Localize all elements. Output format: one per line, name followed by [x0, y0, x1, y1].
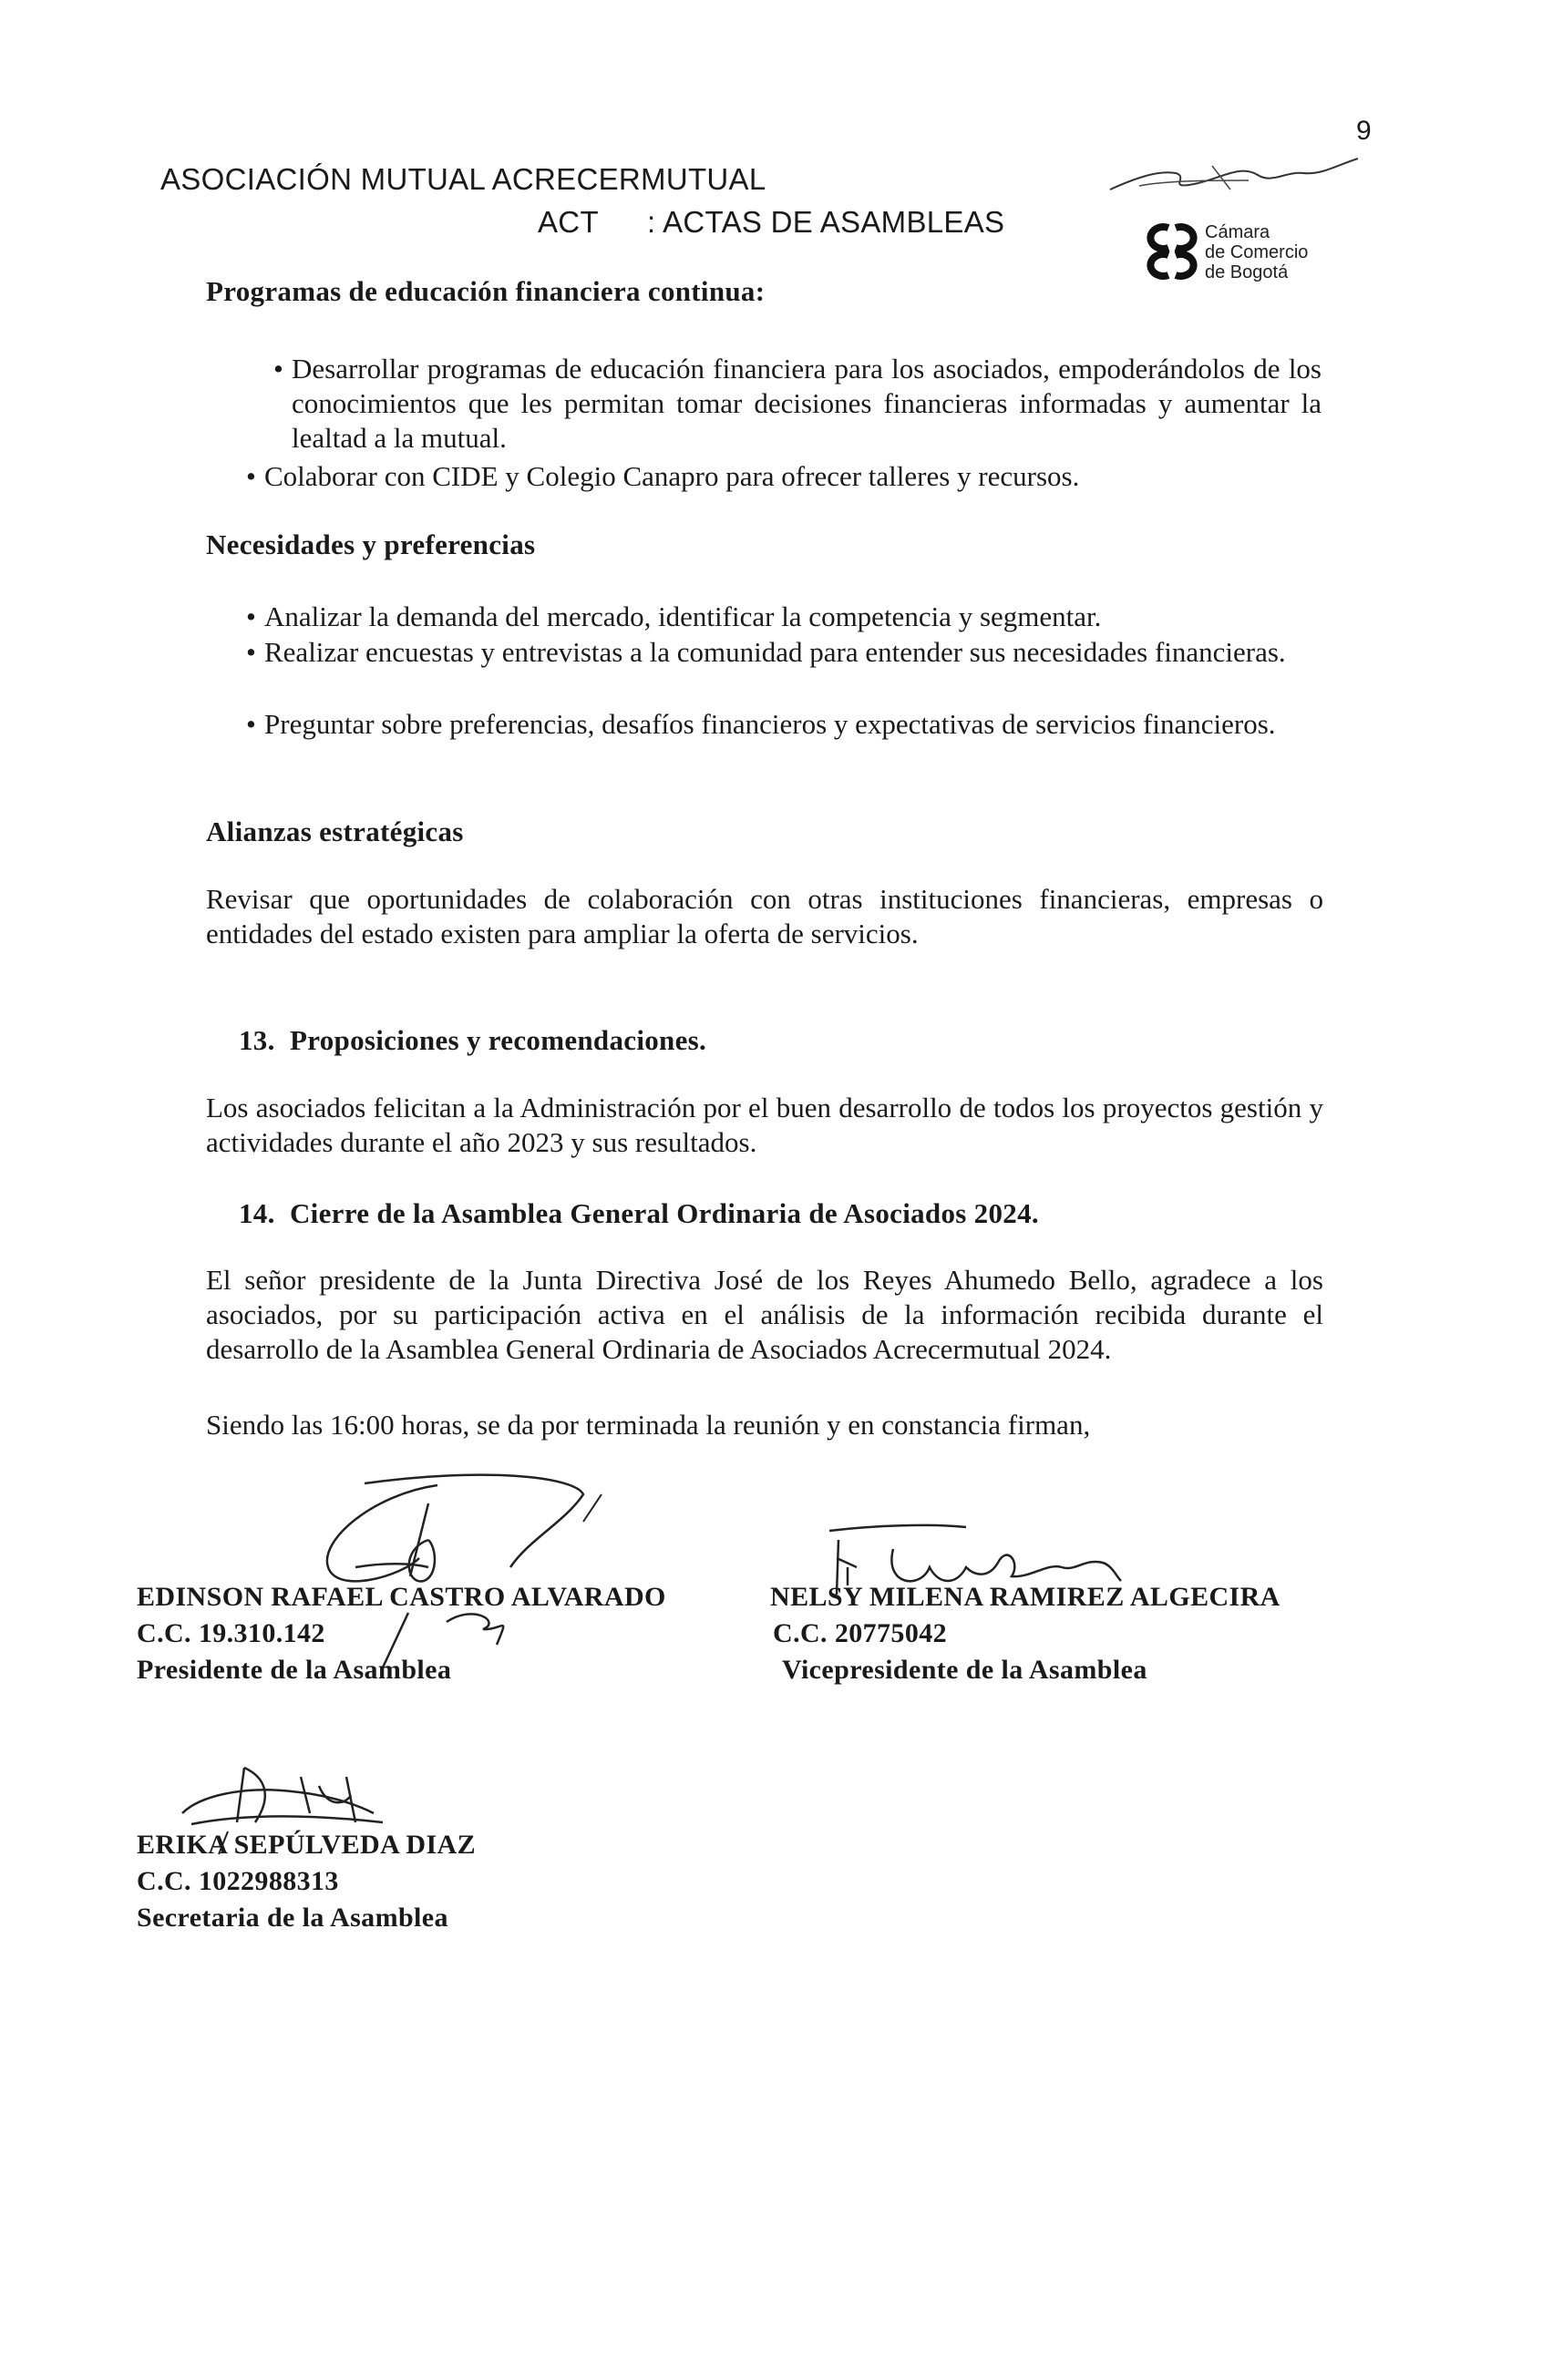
- bullet-item: • Colaborar con CIDE y Colegio Canapro para ofrecer talleres y recursos.: [246, 460, 1080, 492]
- alliances-paragraph: Revisar que oportunidades de colaboración con otras instituciones financieras, empresas o entidades del estado existen para ampliar la oferta de servicios.: [206, 883, 1323, 949]
- rubric-signature-icon: [1103, 153, 1376, 199]
- bullet-icon: •: [246, 636, 256, 668]
- section-13-title: Proposiciones y recomendaciones.: [290, 1024, 707, 1056]
- president-name: EDINSON RAFAEL CASTRO ALVARADO: [137, 1582, 666, 1612]
- section-financial-education-title: Programas de educación financiera continua:: [206, 275, 766, 307]
- secretary-name: ERIKA SEPÚLVEDA DIAZ: [137, 1830, 476, 1860]
- camara-logo-icon: [1141, 219, 1205, 282]
- section-14-number: 14.: [239, 1197, 275, 1229]
- bullet-icon: •: [273, 353, 283, 385]
- logo-line-2: de Comercio: [1205, 242, 1309, 262]
- president-role: Presidente de la Asamblea: [137, 1655, 452, 1685]
- org-name: ASOCIACIÓN MUTUAL ACRECERMUTUAL: [160, 162, 766, 196]
- page-number: 9: [1356, 116, 1372, 146]
- section-needs-title: Necesidades y preferencias: [206, 528, 536, 560]
- logo-line-1: Cámara: [1205, 222, 1270, 242]
- secretary-role: Secretaria de la Asamblea: [137, 1903, 448, 1933]
- bullet-item: • Preguntar sobre preferencias, desafíos financieros y expectativas de servicios financieros.: [246, 708, 1276, 740]
- logo-line-3: de Bogotá: [1205, 262, 1289, 282]
- bullet-item: • Analizar la demanda del mercado, identificar la competencia y segmentar.: [246, 600, 1102, 632]
- vicepresident-role: Vicepresidente de la Asamblea: [782, 1655, 1147, 1685]
- vicepresident-name: NELSY MILENA RAMIREZ ALGECIRA: [770, 1582, 1280, 1612]
- bullet-icon: •: [246, 600, 256, 632]
- closing-paragraph: El señor presidente de la Junta Directiva José de los Reyes Ahumedo Bello, agradece a los asociados, por su participación activa en el análisis de la información recibida durante el desarrollo de la Asamblea General Ordinaria de Asociados Acrecermutual 2024.: [206, 1264, 1323, 1365]
- act-code: ACT: [538, 205, 599, 239]
- secretary-id: C.C. 1022988313: [137, 1866, 339, 1896]
- bullet-icon: •: [246, 708, 256, 740]
- signature-president-icon: [301, 1467, 647, 1677]
- section-14-title: Cierre de la Asamblea General Ordinaria de Asociados 2024.: [290, 1197, 1039, 1229]
- act-title: : ACTAS DE ASAMBLEAS: [647, 205, 1005, 239]
- vicepresident-id: C.C. 20775042: [773, 1618, 948, 1648]
- camara-comercio-logo: [1141, 219, 1369, 292]
- section-alliances-title: Alianzas estratégicas: [206, 816, 464, 847]
- bullet-item: • Realizar encuestas y entrevistas a la comunidad para entender sus necesidades financieras.: [246, 636, 1286, 668]
- propositions-paragraph: Los asociados felicitan a la Administración por el buen desarrollo de todos los proyectos gestión y actividades durante el año 2023 y sus resultados.: [206, 1092, 1323, 1158]
- closing-final-line: Siendo las 16:00 horas, se da por terminada la reunión y en constancia firman,: [206, 1409, 1091, 1441]
- bullet-icon: •: [246, 460, 256, 492]
- president-id: C.C. 19.310.142: [137, 1618, 325, 1648]
- section-13-number: 13.: [239, 1024, 275, 1056]
- bullet-item: • Desarrollar programas de educación financiera para los asociados, empoderándolos de los conocimientos que les permitan tomar decisiones financieras informadas y aumentar la lealtad a la mutual.: [273, 353, 1322, 454]
